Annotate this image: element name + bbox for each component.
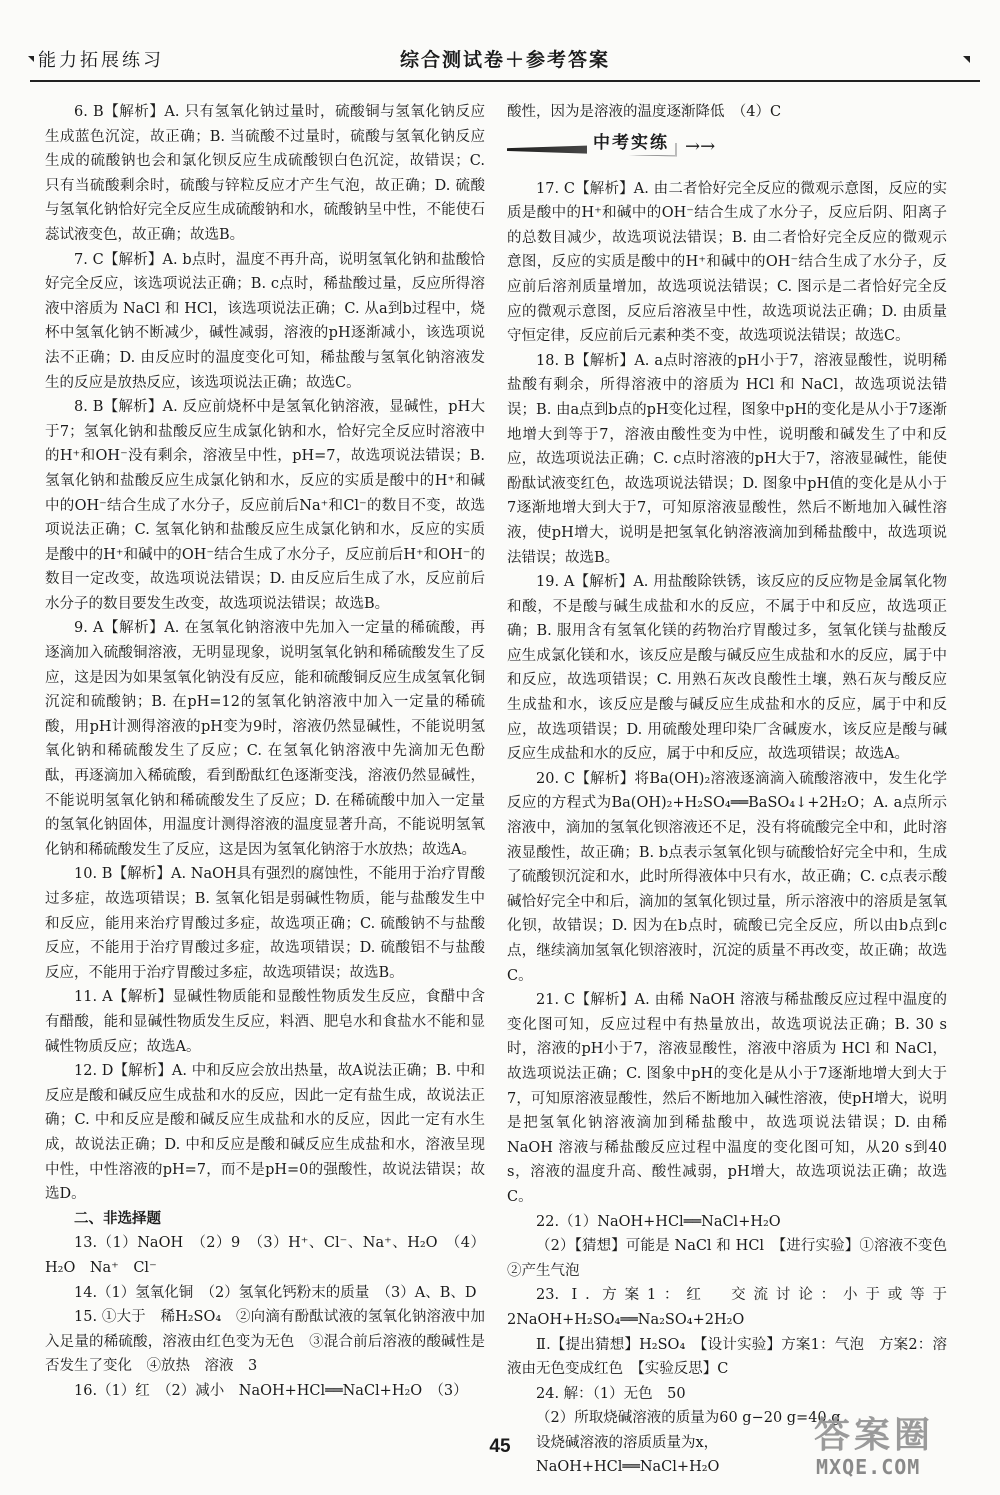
page-number: 45 bbox=[489, 1436, 511, 1457]
answer-16: 16.（1）红 （2）减小 NaOH+HCl══NaCl+H₂O （3） bbox=[74, 1382, 468, 1399]
right-column bbox=[507, 100, 962, 1480]
subsection-title: 二、非选择题 bbox=[74, 1209, 161, 1227]
site-watermark bbox=[808, 1407, 984, 1485]
book-title: 能力拓展练习 bbox=[38, 46, 164, 72]
exam-practice-title: 中考实练 bbox=[587, 131, 675, 156]
answer-24-part1: 24. 解：（1）无色 50 bbox=[536, 1385, 686, 1402]
answer-21: 21. C【解析】A. 由稀 NaOH 溶液与稀盐酸反应过程中温度的变化图可知，反应过程中有热量放出，故选项说法正确；B. 30 s时，溶液的pH小于7，溶液显酸性，溶液中溶质为 HCl 和 NaCl，故选项说法正确；C. 图象中pH的变化是从小于7逐渐地增大到大于7，可知原溶液显酸性，然后不断地加入碱性溶液，使pH增大，说明是把氢氧化钠溶液滴加到稀盐酸中，故选项说法错误；D. 由稀 NaOH 溶液与稀盐酸反应过程中温度的变化图可知，从20 s到40 s，溶液的温度升高、酸性减弱，pH增大，故选项说法正确；故选C。 bbox=[507, 992, 947, 1205]
left-column bbox=[45, 100, 485, 1403]
answer-11: 11. A【解析】显碱性物质能和显酸性物质发生反应，食醋中含有醋酸，能和显碱性物质发生反应，料酒、肥皂水和食盐水不能和显碱性物质反应；故选A。 bbox=[45, 989, 485, 1055]
answer-17: 17. C【解析】A. 由二者恰好完全反应的微观示意图，反应的实质是酸中的H⁺和碱中的OH⁻结合生成了水分子，反应后阴、阳离子的总数目减少，故选项说法错误；B. 由二者恰好完全反应的微观示意图，反应的实质是酸中的H⁺和碱中的OH⁻结合生成了水分子，反应前后溶剂质量增加，故选项说法错误；C. 图示是二者恰好完全反应的微观示意图，反应后溶液呈中性，故选项说法正确；D. 由质量守恒定律，反应前后元素种类不变，故选项说法错误；故选C。 bbox=[507, 180, 947, 345]
answer-6: 6. B【解析】A. 只有氢氧化钠过量时，硫酸铜与氢氧化钠反应生成蓝色沉淀，故正确；B. 当硫酸不过量时，硫酸与氢氧化钠反应生成的硫酸钠也会和氯化钡反应生成硫酸钡白色沉淀，故错误；C. 只有当硫酸剩余时，硫酸与锌粒反应才产生气泡，故正确；D. 硫酸与氢氧化钠恰好完全反应生成硫酸钠和水，硫酸钠呈中性，不能使石蕊试液变色，故正确；故选B。 bbox=[45, 104, 485, 243]
answer-22-part1: 22.（1）NaOH+HCl══NaCl+H₂O bbox=[536, 1213, 781, 1230]
answer-20: 20. C【解析】将Ba(OH)₂溶液逐滴滴入硫酸溶液中，发生化学反应的方程式为Ba(OH)₂+H₂SO₄══BaSO₄↓+2H₂O；A. a点所示溶液中，滴加的氢氧化钡溶液还不足，没有将硫酸完全中和，此时溶液显酸性，故正确；B. b点表示氢氧化钡与硫酸恰好完全中和，生成了硫酸钡沉淀和水，此时所得液体中只有水，故正确；C. c点表示酸碱恰好完全中和后，滴加的氢氧化钡过量，所示溶液中的溶质是氢氧化钡，故错误；D. 因为在b点时，硫酸已完全反应，所以由b点到c点，继续滴加氢氧化钡溶液时，沉淀的质量不再改变，故正确；故选C。 bbox=[507, 770, 947, 984]
answer-8: 8. B【解析】A. 反应前烧杯中是氢氧化钠溶液，显碱性，pH大于7；氢氧化钠和盐酸反应生成氯化钠和水，恰好完全反应时溶液中的H⁺和OH⁻没有剩余，溶液呈中性，pH=7，故选项说法错误；B. 氢氧化钠和盐酸反应生成氯化钠和水，反应的实质是酸中的H⁺和碱中的OH⁻结合生成了水分子，反应前后Na⁺和Cl⁻的数目不变，故选项说法正确；C. 氢氧化钠和盐酸反应生成氯化钠和水，反应的实质是酸中的H⁺和碱中的OH⁻结合生成了水分子，反应前后H⁺和OH⁻的数目一定改变，故选项说法错误；D. 由反应后生成了水，反应前后水分子的数目要发生改变，故选项说法错误；故选B。 bbox=[45, 399, 485, 612]
answer-24-part3: 设烧碱溶液的溶质质量为x， bbox=[536, 1434, 719, 1451]
answer-24-part2: （2）所取烧碱溶液的质量为60 g−20 g=40 g bbox=[536, 1410, 841, 1427]
double-arrow-icon: →→ bbox=[685, 135, 716, 157]
answer-15: 15. ①大于 稀H₂SO₄ ②向滴有酚酞试液的氢氧化钠溶液中加入足量的稀硫酸，溶液由红色变为无色 ③混合前后溶液的酸碱性是否发生了变化 ④放热 溶液 3 bbox=[45, 1309, 485, 1375]
answer-10: 10. B【解析】A. NaOH具有强烈的腐蚀性，不能用于治疗胃酸过多症，故选项错误；B. 氢氧化铝是弱碱性物质，能与盐酸发生中和反应，能用来治疗胃酸过多症，故选项正确；C. 硫酸钠不与盐酸反应，不能用于治疗胃酸过多症，故选项错误；D. 硫酸铝不与盐酸反应，不能用于治疗胃酸过多症，故选项错误；故选B。 bbox=[45, 866, 485, 981]
answer-23-part1: 23. Ⅰ. 方案1：红 交流讨论：小于或等于 2NaOH+H₂SO₄══Na₂SO₄+2H₂O bbox=[507, 1287, 962, 1328]
answer-22-part2: （2）【猜想】可能是 NaCl 和 HCl 【进行实验】①溶液不变色 ②产生气泡 bbox=[507, 1238, 962, 1279]
section-heading: 综合测试卷＋参考答案 bbox=[399, 49, 610, 71]
corner-triangle-icon bbox=[963, 56, 970, 63]
answer-18: 18. B【解析】A. a点时溶液的pH小于7，溶液显酸性，说明稀盐酸有剩余，所得溶液中的溶质为 HCl 和 NaCl，故选项说法错误；B. 由a点到b点的pH变化过程，图象中pH的变化是从小于7逐渐地增大到等于7，溶液由酸性变为中性，说明酸和碱发生了中和反应，故选项说法正确；C. c点时溶液的pH大于7，溶液显碱性，能使酚酞试液变红色，故选项说法错误；D. 图象中pH值的变化是从小于7逐渐地增大到大于7，可知原溶液显酸性，然后不断地加入碱性溶液，使pH增大，说明是把氢氧化钠溶液滴加到稀盐酸中，故选项说法错误；故选B。 bbox=[507, 352, 947, 566]
exam-practice-banner bbox=[507, 127, 947, 171]
answer-23-part2: Ⅱ.【提出猜想】H₂SO₄ 【设计实验】方案1：气泡 方案2：溶液由无色变成红色 【实验反思】C bbox=[507, 1336, 947, 1378]
answer-12: 12. D【解析】A. 中和反应会放出热量，故A说法正确；B. 中和反应是酸和碱反应生成盐和水的反应，因此一定有盐生成，故说法正确；C. 中和反应是酸和碱反应生成盐和水的反应，因此一定有水生成，故说法正确；D. 中和反应是酸和碱反应生成盐和水，溶液呈现中性，中性溶液的pH=7，而不是pH=0的强酸性，故说法错误；故选D。 bbox=[45, 1063, 485, 1203]
answer-24-equation: NaOH+HCl══NaCl+H₂O bbox=[536, 1459, 720, 1476]
answer-14: 14.（1）氢氧化铜 （2）氢氧化钙粉末的质量 （3）A、B、D bbox=[74, 1284, 477, 1301]
answer-7: 7. C【解析】A. b点时，温度不再升高，说明氢氧化钠和盐酸恰好完全反应，该选项说法正确；B. c点时，稀盐酸过量，反应所得溶液中溶质为 NaCl 和 HCl，该选项说法正确；C. 从a到b过程中，烧杯中氢氧化钠不断减少，碱性减弱，溶液的pH逐渐减小，该选项说法不正确；D. 由反应时的温度变化可知，稀盐酸与氢氧化钠溶液发生的反应是放热反应，该选项说法正确；故选C。 bbox=[45, 251, 485, 391]
answer-19: 19. A【解析】A. 用盐酸除铁锈，该反应的反应物是金属氧化物和酸，不是酸与碱生成盐和水的反应，不属于中和反应，故选项正确；B. 服用含有氢氧化镁的药物治疗胃酸过多，氢氧化镁与盐酸反应生成氯化镁和水，该反应是酸与碱反应生成盐和水的反应，属于中和反应，故选项错误；C. 用熟石灰改良酸性土壤，熟石灰与酸反应生成盐和水，该反应是酸与碱反应生成盐和水的反应，属于中和反应，故选项错误；D. 用硫酸处理印染厂含碱废水，该反应是酸与碱反应生成盐和水的反应，属于中和反应，故选项错误；故选A。 bbox=[507, 574, 947, 763]
watermark-logo-text: 答案圈 bbox=[814, 1415, 935, 1456]
watermark-url: MXQE.COM bbox=[816, 1455, 921, 1479]
answer-13: 13.（1）NaOH （2）9 （3）H⁺、Cl⁻、Na⁺、H₂O （4）H₂O Na⁺ Cl⁻ bbox=[45, 1235, 485, 1276]
answer-16-continued: 酸性，因为是溶液的温度逐渐降低 （4）C bbox=[507, 104, 782, 120]
page-header bbox=[30, 42, 980, 82]
answer-9: 9. A【解析】A. 在氢氧化钠溶液中先加入一定量的稀硫酸，再逐滴加入硫酸铜溶液，无明显现象，说明氢氧化钠和稀硫酸发生了反应，这是因为如果氢氧化钠没有反应，能和硫酸铜反应生成氢氧化铜沉淀和硫酸钠；B. 在pH=12的氢氧化钠溶液中加入一定量的稀硫酸，用pH计测得溶液的pH变为9时，溶液仍然显碱性，不能说明氢氧化钠和稀硫酸发生了反应；C. 在氢氧化钠溶液中先滴加无色酚酞，再逐滴加入稀硫酸，看到酚酞红色逐渐变浅，溶液仍然显碱性，不能说明氢氧化钠和稀硫酸发生了反应；D. 在稀硫酸中加入一定量的氢氧化钠固体，用温度计测得溶液的温度显著升高，不能说明氢氧化钠和稀硫酸发生了反应，这是因为氢氧化钠溶于水放热；故选A。 bbox=[45, 620, 485, 858]
